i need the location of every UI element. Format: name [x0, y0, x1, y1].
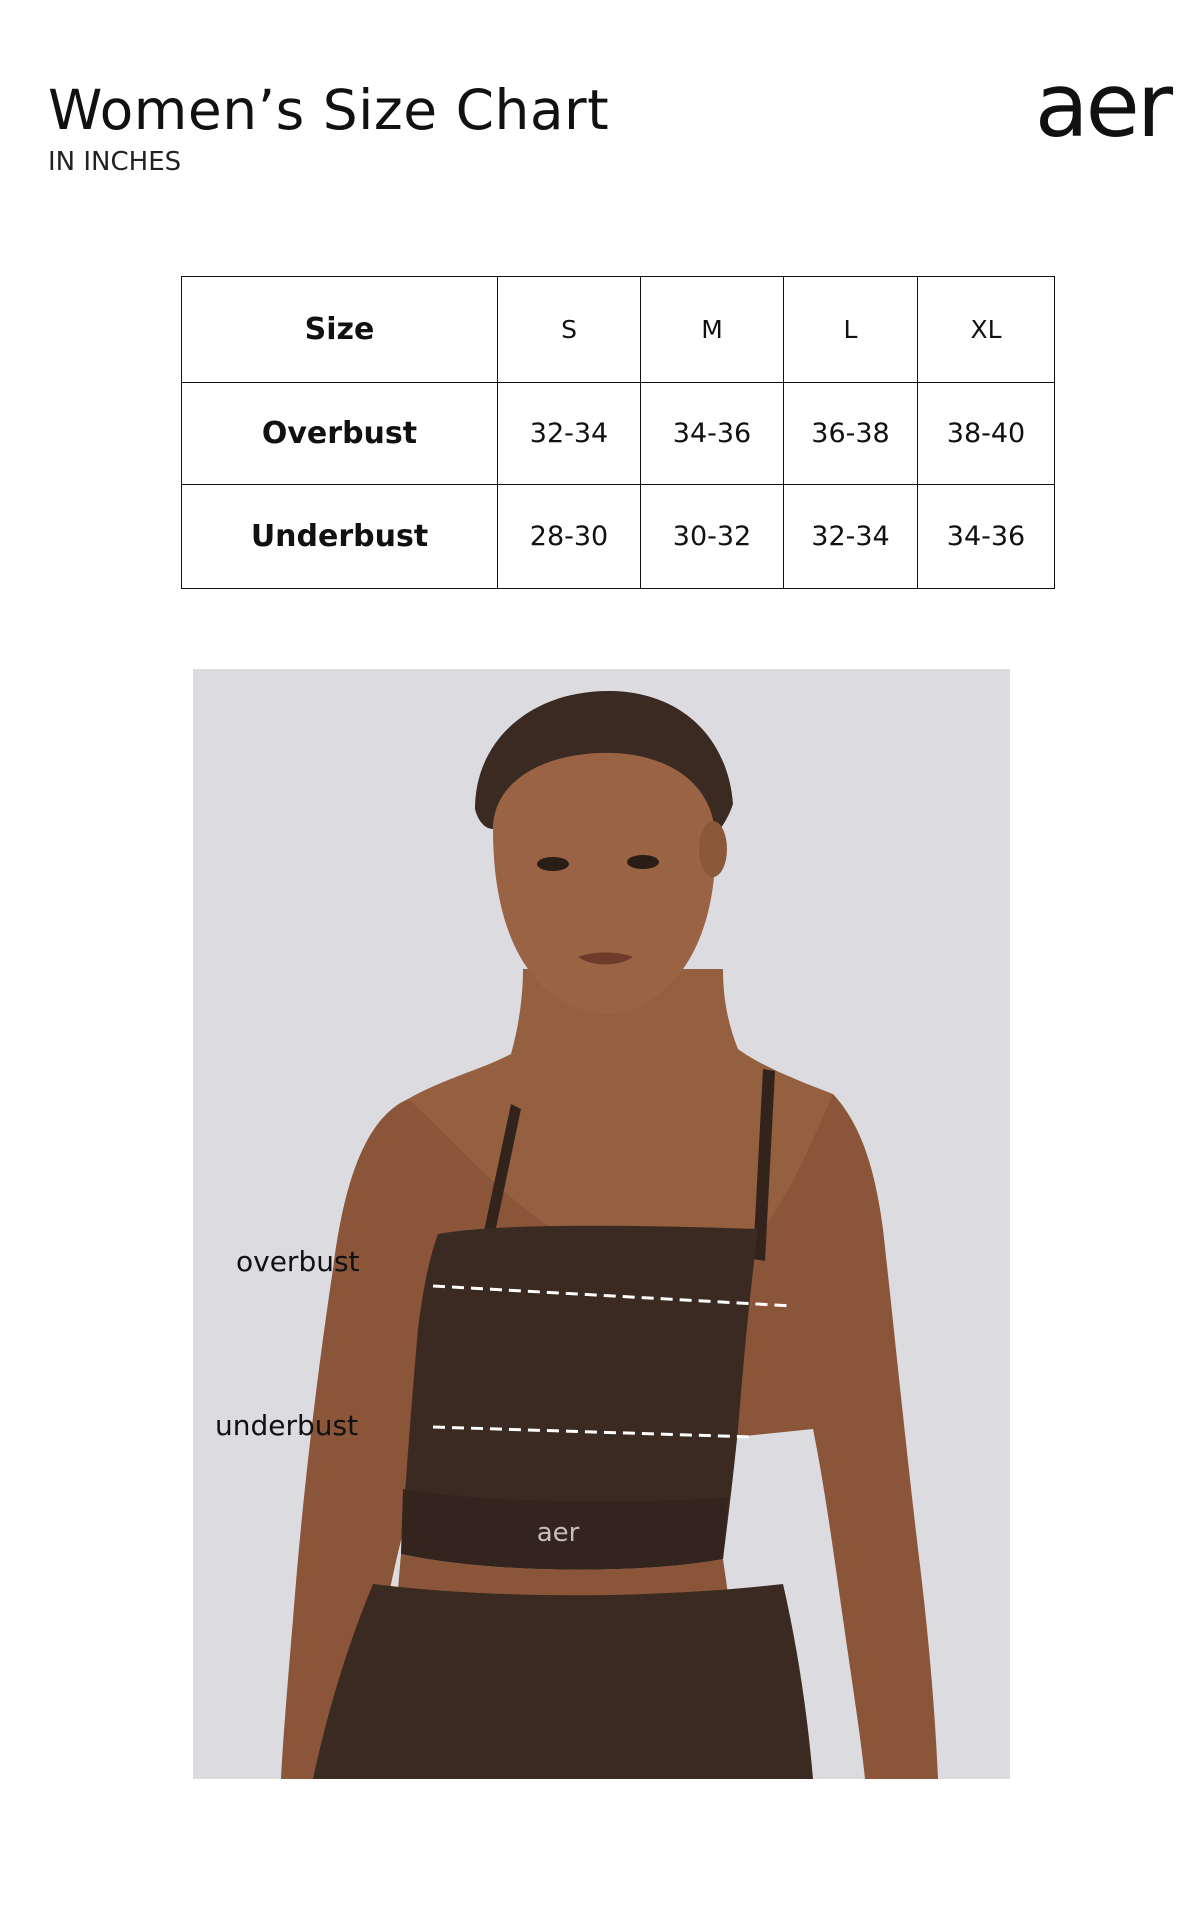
size-m-header: M [641, 277, 784, 383]
size-l-header: L [784, 277, 918, 383]
model-eye-right [627, 855, 659, 869]
model-photo [193, 669, 1010, 1779]
overbust-row-label: Overbust [182, 383, 498, 485]
brand-logo: aer [1034, 54, 1170, 157]
underbust-xl-value: 34-36 [918, 485, 1055, 589]
model-eye-left [537, 857, 569, 871]
page-title: Women’s Size Chart [48, 78, 610, 142]
size-chart-table [181, 276, 1055, 589]
overbust-s-value: 32-34 [498, 383, 641, 485]
overbust-l-value: 36-38 [784, 383, 918, 485]
underbust-l-value: 32-34 [784, 485, 918, 589]
page-subtitle: IN INCHES [48, 147, 182, 177]
overbust-label: overbust [236, 1245, 360, 1278]
size-column-header: Size [182, 277, 498, 383]
garment-bottom [313, 1584, 813, 1779]
model-ear [699, 821, 727, 877]
overbust-m-value: 34-36 [641, 383, 784, 485]
table-row-overbust [182, 383, 1055, 485]
size-s-header: S [498, 277, 641, 383]
underbust-s-value: 28-30 [498, 485, 641, 589]
underbust-label: underbust [215, 1409, 359, 1442]
table-row-underbust [182, 485, 1055, 589]
underbust-row-label: Underbust [182, 485, 498, 589]
garment-logo: aer [536, 1518, 580, 1548]
size-xl-header: XL [918, 277, 1055, 383]
overbust-xl-value: 38-40 [918, 383, 1055, 485]
table-header-row [182, 277, 1055, 383]
underbust-m-value: 30-32 [641, 485, 784, 589]
